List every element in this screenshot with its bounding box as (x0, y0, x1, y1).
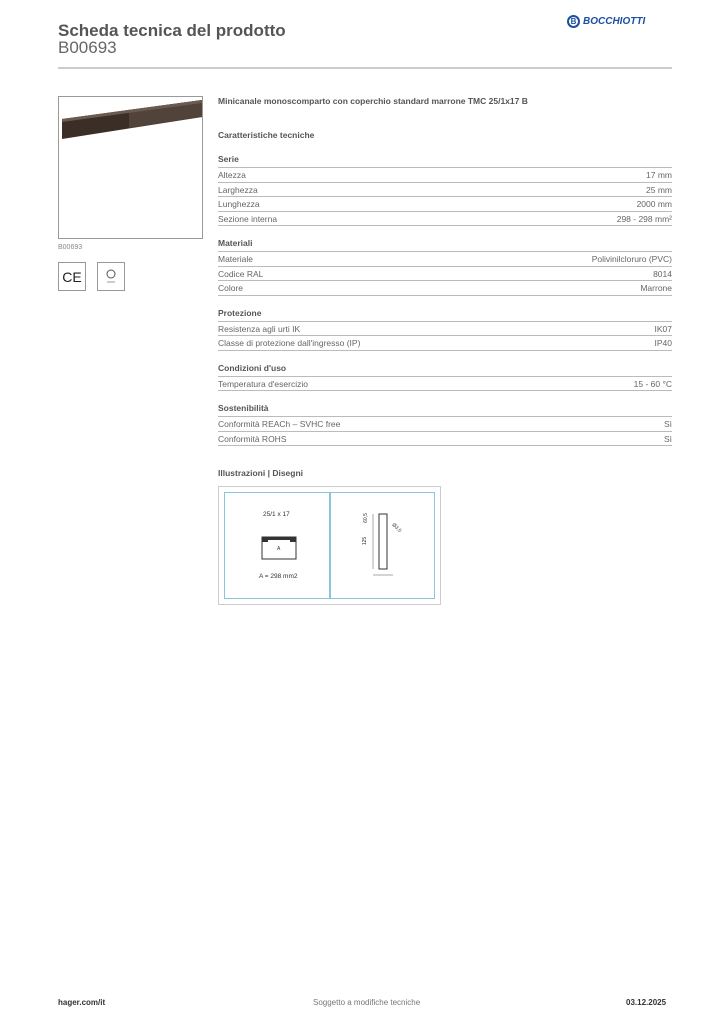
product-title: Minicanale monoscomparto con coperchio standard marrone TMC 25/1x17 B (218, 96, 528, 106)
spec-row (218, 417, 672, 432)
spec-value: 298 - 298 mm² (616, 213, 672, 224)
product-image (58, 96, 203, 239)
spec-label: Larghezza (218, 184, 258, 195)
spec-label: Colore (218, 283, 244, 293)
footer-website[interactable]: hager.com/it (58, 998, 106, 1007)
section-heading: Protezione (218, 308, 672, 322)
spec-value: 2000 mm (636, 199, 672, 209)
footer-note: Soggetto a modifiche tecniche (313, 998, 421, 1007)
spec-label: Codice RAL (218, 268, 264, 279)
size-label: 25/1 x 17 (263, 511, 290, 518)
spec-row (218, 336, 672, 351)
section-heading: Materiali (218, 238, 672, 252)
spec-value: 15 - 60 °C (633, 378, 672, 389)
spec-value: 8014 (653, 268, 672, 279)
cross-section-drawing: 25/1 x 17 A A = 298 mm2 (224, 492, 330, 599)
header-divider (58, 67, 672, 69)
section-heading: Condizioni d'uso (218, 363, 672, 377)
spec-value: IK07 (654, 323, 672, 334)
spec-value: 17 mm (646, 170, 672, 180)
spec-label: Conformità ROHS (218, 433, 287, 444)
spec-label: Materiale (218, 254, 253, 264)
spec-row (218, 197, 672, 212)
spec-label: Resistenza agli urti IK (218, 323, 301, 334)
spec-row (218, 281, 672, 296)
spec-label: Classe di protezione dall'ingresso (IP) (218, 338, 361, 348)
spec-value: Marrone (640, 283, 672, 293)
spec-value: 25 mm (646, 184, 672, 195)
spec-label: Temperatura d'esercizio (218, 378, 308, 389)
brand-name: BOCCHIOTTI (583, 16, 646, 27)
page-title: Scheda tecnica del prodotto (58, 21, 286, 40)
spec-value: Polivinilcloruro (PVC) (591, 254, 672, 264)
image-caption: B00693 (58, 244, 83, 251)
spec-row (218, 377, 672, 392)
spec-row (218, 267, 672, 282)
technical-drawing (218, 486, 441, 605)
section-heading: Sostenibilità (218, 403, 672, 417)
specs-heading: Caratteristiche tecniche (218, 130, 315, 140)
spec-value: Sì (663, 433, 672, 444)
spec-row (218, 432, 672, 447)
spec-row (218, 252, 672, 267)
spec-row (218, 212, 672, 227)
quality-mark-icon (97, 262, 125, 291)
spec-label: Conformità REACh – SVHC free (218, 419, 341, 429)
ce-mark-icon: CE (58, 262, 86, 291)
product-code: B00693 (58, 38, 117, 57)
spec-label: Lunghezza (218, 199, 260, 209)
spec-value: Sì (663, 419, 672, 429)
spec-row (218, 322, 672, 337)
footer-date: 03.12.2025 (626, 998, 667, 1007)
side-view-drawing: 60,5 125 Ø3,5 (330, 492, 436, 599)
spec-row (218, 183, 672, 198)
spec-label: Sezione interna (218, 213, 278, 224)
spec-label: Altezza (218, 170, 246, 180)
section-heading: Serie (218, 154, 672, 168)
logo-icon: B (567, 15, 580, 28)
spec-value: IP40 (654, 338, 672, 348)
brand-logo (567, 15, 645, 28)
illustrations-heading: Illustrazioni | Disegni (218, 468, 304, 478)
spec-row (218, 168, 672, 183)
area-label: A = 298 mm2 (259, 573, 298, 580)
spec-panel (218, 96, 672, 605)
